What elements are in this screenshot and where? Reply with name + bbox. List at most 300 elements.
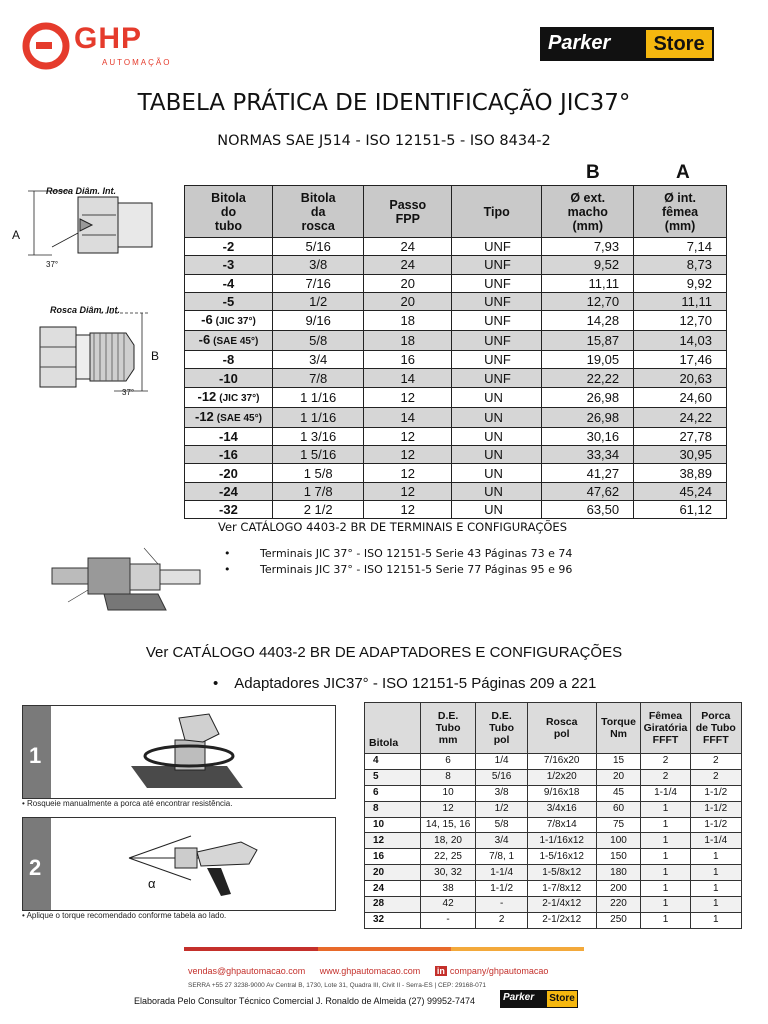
parker-store-label: Store (646, 30, 712, 58)
torque-table (364, 702, 742, 929)
table-row (365, 833, 742, 849)
rosca-cell: 1 5/16 (272, 446, 364, 464)
column-header (641, 703, 690, 754)
tipo-cell: UN (452, 482, 542, 500)
table-cell: 10 (365, 817, 421, 833)
rosca-cell: 3/8 (272, 256, 364, 274)
table-header-row (365, 703, 742, 754)
table-row (185, 446, 727, 464)
column-header (476, 703, 527, 754)
terminals-catalog-list (238, 546, 572, 578)
dimension-b-label: B (151, 349, 160, 363)
bitola-cell (185, 311, 273, 331)
ext-cell: 14,28 (542, 311, 634, 331)
ext-cell: 19,05 (542, 351, 634, 369)
ghp-subtitle: AUTOMAÇÃO (102, 58, 172, 67)
tipo-cell: UN (452, 446, 542, 464)
table-cell: 1-1/2 (476, 881, 527, 897)
table-row (185, 407, 727, 427)
bitola-cell (185, 407, 273, 427)
ext-cell: 47,62 (542, 482, 634, 500)
bitola-value: -3 (222, 257, 235, 273)
bitola-value: -10 (219, 370, 238, 386)
parker-store-logo (540, 27, 714, 61)
tipo-cell: UNF (452, 256, 542, 274)
footer-website[interactable]: www.ghpautomacao.com (319, 966, 421, 976)
rosca-cell: 3/4 (272, 351, 364, 369)
rosca-cell: 1 1/16 (272, 407, 364, 427)
table-cell: 5 (365, 769, 421, 785)
bitola-value: -14 (219, 428, 238, 444)
ghp-logo-icon (22, 22, 70, 70)
table-cell: 8 (420, 769, 476, 785)
footer-address: SERRA +55 27 3238-9000 Av Central B, 1730, Lote 31, Quadra III, Civit II - Serra-ES | CEP: 29168-071 (188, 982, 487, 989)
table-cell: 5/8 (476, 817, 527, 833)
table-row (365, 754, 742, 770)
table-cell: 10 (420, 785, 476, 801)
tipo-cell: UNF (452, 238, 542, 256)
table-row (185, 427, 727, 445)
table-row (185, 387, 727, 407)
table-cell: 45 (596, 785, 641, 801)
table-cell: - (476, 897, 527, 913)
int-cell: 17,46 (634, 351, 727, 369)
table-cell: 180 (596, 865, 641, 881)
tipo-cell: UNF (452, 369, 542, 387)
int-cell: 27,78 (634, 427, 727, 445)
header-line: (mm) (664, 218, 696, 233)
table-cell: - (420, 912, 476, 928)
bitola-cell (185, 446, 273, 464)
int-cell: 38,89 (634, 464, 727, 482)
table-cell: 24 (365, 881, 421, 897)
bitola-value: -12 (194, 408, 214, 424)
table-cell: 1 (641, 897, 690, 913)
table-cell: 60 (596, 801, 641, 817)
passo-cell: 20 (364, 292, 452, 310)
footer-color-bar (184, 947, 584, 951)
rosca-cell: 1/2 (272, 292, 364, 310)
table-cell: 1-1/4 (641, 785, 690, 801)
int-cell: 7,14 (634, 238, 727, 256)
bitola-cell (185, 256, 273, 274)
header-line: tubo (214, 218, 242, 233)
passo-cell: 12 (364, 500, 452, 518)
rosca-cell: 1 3/16 (272, 427, 364, 445)
table-cell: 2 (476, 912, 527, 928)
int-cell: 9,92 (634, 274, 727, 292)
bitola-cell (185, 427, 273, 445)
bitola-value: -16 (219, 447, 238, 463)
table-row (365, 912, 742, 928)
header-line: macho (567, 204, 608, 219)
passo-cell: 16 (364, 351, 452, 369)
male-thread-caption: Rosca Diâm. Int. (50, 305, 121, 315)
dimension-a-label: A (12, 228, 21, 242)
step-1-panel (22, 705, 336, 799)
table-row (365, 769, 742, 785)
tipo-cell: UN (452, 387, 542, 407)
footer-parker-store-logo (500, 990, 578, 1008)
tipo-cell: UNF (452, 351, 542, 369)
male-angle-label: 37° (122, 388, 135, 397)
passo-cell: 12 (364, 387, 452, 407)
header-line: de Tubo (695, 722, 736, 734)
table-cell: 22, 25 (420, 849, 476, 865)
bitola-value: -6 (198, 332, 211, 348)
table-row (365, 817, 742, 833)
female-angle-label: 37° (46, 260, 59, 269)
page-title: TABELA PRÁTICA DE IDENTIFICAÇÃO JIC37° (137, 90, 631, 116)
table-row (365, 865, 742, 881)
int-cell: 20,63 (634, 369, 727, 387)
header-line: Torque (601, 716, 636, 728)
table-header-row (185, 186, 727, 238)
table-cell: 18, 20 (420, 833, 476, 849)
bitola-cell (185, 369, 273, 387)
header-line: Tubo (435, 722, 461, 734)
int-cell: 24,60 (634, 387, 727, 407)
step-2-caption: • Aplique o torque recomendado conforme tabela ao lado. (22, 911, 227, 920)
table-cell: 2-1/2x12 (527, 912, 596, 928)
table-row (365, 897, 742, 913)
table-row (185, 311, 727, 331)
int-cell: 24,22 (634, 407, 727, 427)
header-line: FPP (395, 211, 420, 226)
tipo-cell: UNF (452, 331, 542, 351)
table-row (185, 274, 727, 292)
bitola-note: (JIC 37°) (215, 316, 256, 328)
table-row (365, 881, 742, 897)
header-line: mm (438, 734, 458, 746)
table-cell: 1-5/16x12 (527, 849, 596, 865)
column-letter-a: A (676, 162, 690, 183)
table-row (365, 801, 742, 817)
header-line: Ø ext. (570, 190, 606, 205)
rosca-cell: 1 7/8 (272, 482, 364, 500)
ext-cell: 15,87 (542, 331, 634, 351)
table-cell: 7/8x14 (527, 817, 596, 833)
table-cell: 3/8 (476, 785, 527, 801)
table-cell: 1-1/2 (690, 801, 741, 817)
passo-cell: 12 (364, 427, 452, 445)
ext-cell: 26,98 (542, 407, 634, 427)
adapters-catalog-item (213, 675, 596, 692)
bitola-cell (185, 482, 273, 500)
header-line: Tubo (489, 722, 515, 734)
adapters-catalog-heading: Ver CATÁLOGO 4403-2 BR DE ADAPTADORES E CONFIGURAÇÕES (145, 644, 623, 661)
ext-cell: 63,50 (542, 500, 634, 518)
passo-cell: 18 (364, 331, 452, 351)
table-cell: 1 (641, 801, 690, 817)
table-cell: 150 (596, 849, 641, 865)
table-row (185, 292, 727, 310)
header-line: Tipo (483, 204, 510, 219)
list-item: • Terminais JIC 37° - ISO 12151-5 Serie 77 Páginas 95 e 96 (238, 562, 572, 578)
column-header (364, 186, 452, 238)
header-line: D.E. (491, 710, 512, 722)
table-cell: 42 (420, 897, 476, 913)
table-cell: 1 (641, 849, 690, 865)
table-cell: 7/8, 1 (476, 849, 527, 865)
table-cell: 3/4x16 (527, 801, 596, 817)
male-fitting-drawing (30, 305, 160, 400)
header-line: Ø int. (664, 190, 697, 205)
rosca-cell: 2 1/2 (272, 500, 364, 518)
ext-cell: 30,16 (542, 427, 634, 445)
tipo-cell: UN (452, 407, 542, 427)
table-cell: 1 (641, 817, 690, 833)
table-cell: 2 (690, 769, 741, 785)
bitola-note: (SAE 45°) (213, 336, 259, 348)
tipo-cell: UN (452, 427, 542, 445)
bitola-cell (185, 387, 273, 407)
header-line: FFFT (702, 734, 729, 746)
list-item: • Terminais JIC 37° - ISO 12151-5 Serie 43 Páginas 73 e 74 (238, 546, 572, 562)
table-cell: 16 (365, 849, 421, 865)
table-cell: 9/16x18 (527, 785, 596, 801)
table-cell: 1 (690, 897, 741, 913)
column-header (527, 703, 596, 754)
table-row (185, 500, 727, 518)
ext-cell: 22,22 (542, 369, 634, 387)
header-line: Bitola (300, 190, 336, 205)
bitola-value: -4 (222, 275, 235, 291)
table-cell: 1-1/4 (690, 833, 741, 849)
footer-social[interactable]: company/ghpautomacao (449, 966, 549, 976)
header-line: do (220, 204, 237, 219)
passo-cell: 24 (364, 238, 452, 256)
table-cell: 15 (596, 754, 641, 770)
int-cell: 30,95 (634, 446, 727, 464)
table-cell: 32 (365, 912, 421, 928)
table-cell: 2-1/4x12 (527, 897, 596, 913)
column-header (272, 186, 364, 238)
step-2-number: 2 (23, 818, 51, 910)
header-line: Passo (389, 197, 427, 212)
ext-cell: 26,98 (542, 387, 634, 407)
step-2-panel (22, 817, 336, 911)
rosca-cell: 5/16 (272, 238, 364, 256)
passo-cell: 14 (364, 407, 452, 427)
passo-cell: 14 (364, 369, 452, 387)
header-line: Bitola (369, 737, 399, 749)
table-cell: 1/2 (476, 801, 527, 817)
bitola-value: -8 (222, 352, 235, 368)
table-cell: 100 (596, 833, 641, 849)
bitola-value: -32 (219, 502, 238, 518)
table-cell: 1 (641, 912, 690, 928)
bitola-cell (185, 238, 273, 256)
ext-cell: 7,93 (542, 238, 634, 256)
table-cell: 3/4 (476, 833, 527, 849)
table-cell: 2 (641, 769, 690, 785)
parker-word: Parker (548, 32, 611, 54)
header-line: pol (553, 728, 570, 740)
table-cell: 20 (365, 865, 421, 881)
ext-cell: 33,34 (542, 446, 634, 464)
tipo-cell: UN (452, 500, 542, 518)
header-line: pol (493, 734, 510, 746)
ext-cell: 11,11 (542, 274, 634, 292)
rosca-cell: 7/16 (272, 274, 364, 292)
tipo-cell: UNF (452, 311, 542, 331)
table-cell: 200 (596, 881, 641, 897)
table-cell: 1 (690, 865, 741, 881)
adapters-item-text: Adaptadores JIC37° - ISO 12151-5 Páginas 209 a 221 (234, 675, 597, 692)
table-row (185, 369, 727, 387)
female-thread-caption: Rosca Diâm. Int. (46, 186, 117, 196)
header-line: FFFT (652, 734, 679, 746)
ext-cell: 12,70 (542, 292, 634, 310)
table-cell: 1-1/2 (690, 817, 741, 833)
int-cell: 14,03 (634, 331, 727, 351)
int-cell: 45,24 (634, 482, 727, 500)
table-cell: 1/4 (476, 754, 527, 770)
table-row (185, 464, 727, 482)
bitola-value: -12 (197, 388, 217, 404)
passo-cell: 24 (364, 256, 452, 274)
table-cell: 1-5/8x12 (527, 865, 596, 881)
step-1-number: 1 (23, 706, 51, 798)
passo-cell: 12 (364, 464, 452, 482)
table-cell: 75 (596, 817, 641, 833)
angle-alpha-symbol: α (148, 876, 156, 891)
table-cell: 30, 32 (420, 865, 476, 881)
rosca-cell: 9/16 (272, 311, 364, 331)
column-header (596, 703, 641, 754)
table-cell: 1-1/2 (690, 785, 741, 801)
bitola-cell (185, 351, 273, 369)
footer-contacts (188, 966, 560, 976)
ghp-name: GHP (74, 22, 143, 55)
table-cell: 12 (420, 801, 476, 817)
column-letter-b: B (586, 162, 600, 183)
table-cell: 6 (365, 785, 421, 801)
column-header (634, 186, 727, 238)
int-cell: 61,12 (634, 500, 727, 518)
header-line: rosca (301, 218, 335, 233)
ghp-logo (22, 22, 182, 72)
table-cell: 1 (641, 865, 690, 881)
bitola-cell (185, 292, 273, 310)
ext-cell: 41,27 (542, 464, 634, 482)
column-header (452, 186, 542, 238)
table-cell: 1-7/8x12 (527, 881, 596, 897)
rosca-cell: 1 1/16 (272, 387, 364, 407)
bitola-cell (185, 274, 273, 292)
tipo-cell: UNF (452, 274, 542, 292)
table-cell: 12 (365, 833, 421, 849)
terminal-assembly-drawing (48, 540, 208, 624)
table-cell: 250 (596, 912, 641, 928)
bitola-note: (SAE 45°) (216, 412, 262, 424)
table-cell: 1 (641, 881, 690, 897)
table-cell: 8 (365, 801, 421, 817)
table-cell: 1 (690, 881, 741, 897)
footer-email[interactable]: vendas@ghpautomacao.com (188, 966, 306, 976)
rosca-cell: 1 5/8 (272, 464, 364, 482)
bitola-cell (185, 331, 273, 351)
table-row (185, 331, 727, 351)
table-cell: 1/2x20 (527, 769, 596, 785)
table-cell: 20 (596, 769, 641, 785)
terminals-catalog-heading: Ver CATÁLOGO 4403-2 BR DE TERMINAIS E CONFIGURAÇÕES (218, 520, 567, 534)
table-cell: 38 (420, 881, 476, 897)
header-line: Giratória (643, 722, 688, 734)
table-row (185, 256, 727, 274)
table-row (185, 482, 727, 500)
bitola-cell (185, 500, 273, 518)
bullet-icon: • (213, 675, 219, 692)
rosca-cell: 7/8 (272, 369, 364, 387)
table-cell: 1 (690, 849, 741, 865)
passo-cell: 12 (364, 446, 452, 464)
table-cell: 220 (596, 897, 641, 913)
header-line: Porca (701, 710, 731, 722)
table-cell: 6 (420, 754, 476, 770)
column-header (185, 186, 273, 238)
bitola-cell (185, 464, 273, 482)
column-header (542, 186, 634, 238)
bitola-value: -6 (201, 312, 213, 328)
column-header (690, 703, 741, 754)
header-line: da (310, 204, 326, 219)
int-cell: 11,11 (634, 292, 727, 310)
parker-word: Parker (503, 992, 535, 1003)
passo-cell: 18 (364, 311, 452, 331)
ext-cell: 9,52 (542, 256, 634, 274)
column-header (420, 703, 476, 754)
bitola-value: -24 (219, 483, 238, 499)
passo-cell: 12 (364, 482, 452, 500)
step-1-illustration (123, 710, 253, 794)
jic-identification-table (184, 185, 727, 519)
table-cell: 4 (365, 754, 421, 770)
table-row (185, 238, 727, 256)
footer-credit: Elaborada Pelo Consultor Técnico Comercial J. Ronaldo de Almeida (27) 99952-7474 (134, 996, 476, 1006)
table-cell: 2 (641, 754, 690, 770)
step-2-illustration (121, 824, 271, 904)
linkedin-icon: in (436, 966, 445, 976)
table-row (365, 785, 742, 801)
table-cell: 1 (690, 912, 741, 928)
table-cell: 28 (365, 897, 421, 913)
rosca-cell: 5/8 (272, 331, 364, 351)
table-cell: 5/16 (476, 769, 527, 785)
int-cell: 8,73 (634, 256, 727, 274)
column-header (365, 703, 421, 754)
header-line: D.E. (437, 710, 459, 722)
step-1-caption: • Rosqueie manualmente a porca até encontrar resistência. (22, 799, 233, 808)
table-cell: 14, 15, 16 (420, 817, 476, 833)
header-line: fêmea (662, 204, 699, 219)
table-cell: 7/16x20 (527, 754, 596, 770)
bitola-value: -20 (219, 465, 238, 481)
table-cell: 1-1/4 (476, 865, 527, 881)
bitola-value: -5 (222, 294, 235, 310)
header-line: (mm) (572, 218, 603, 233)
header-line: Nm (610, 728, 627, 740)
bitola-note: (JIC 37°) (219, 392, 260, 404)
page-subtitle: NORMAS SAE J514 - ISO 12151-5 - ISO 8434-2 (217, 133, 551, 149)
bitola-value: -2 (222, 239, 235, 255)
table-cell: 2 (690, 754, 741, 770)
passo-cell: 20 (364, 274, 452, 292)
table-cell: 1 (641, 833, 690, 849)
parker-store-label: Store (547, 991, 577, 1007)
table-row (365, 849, 742, 865)
